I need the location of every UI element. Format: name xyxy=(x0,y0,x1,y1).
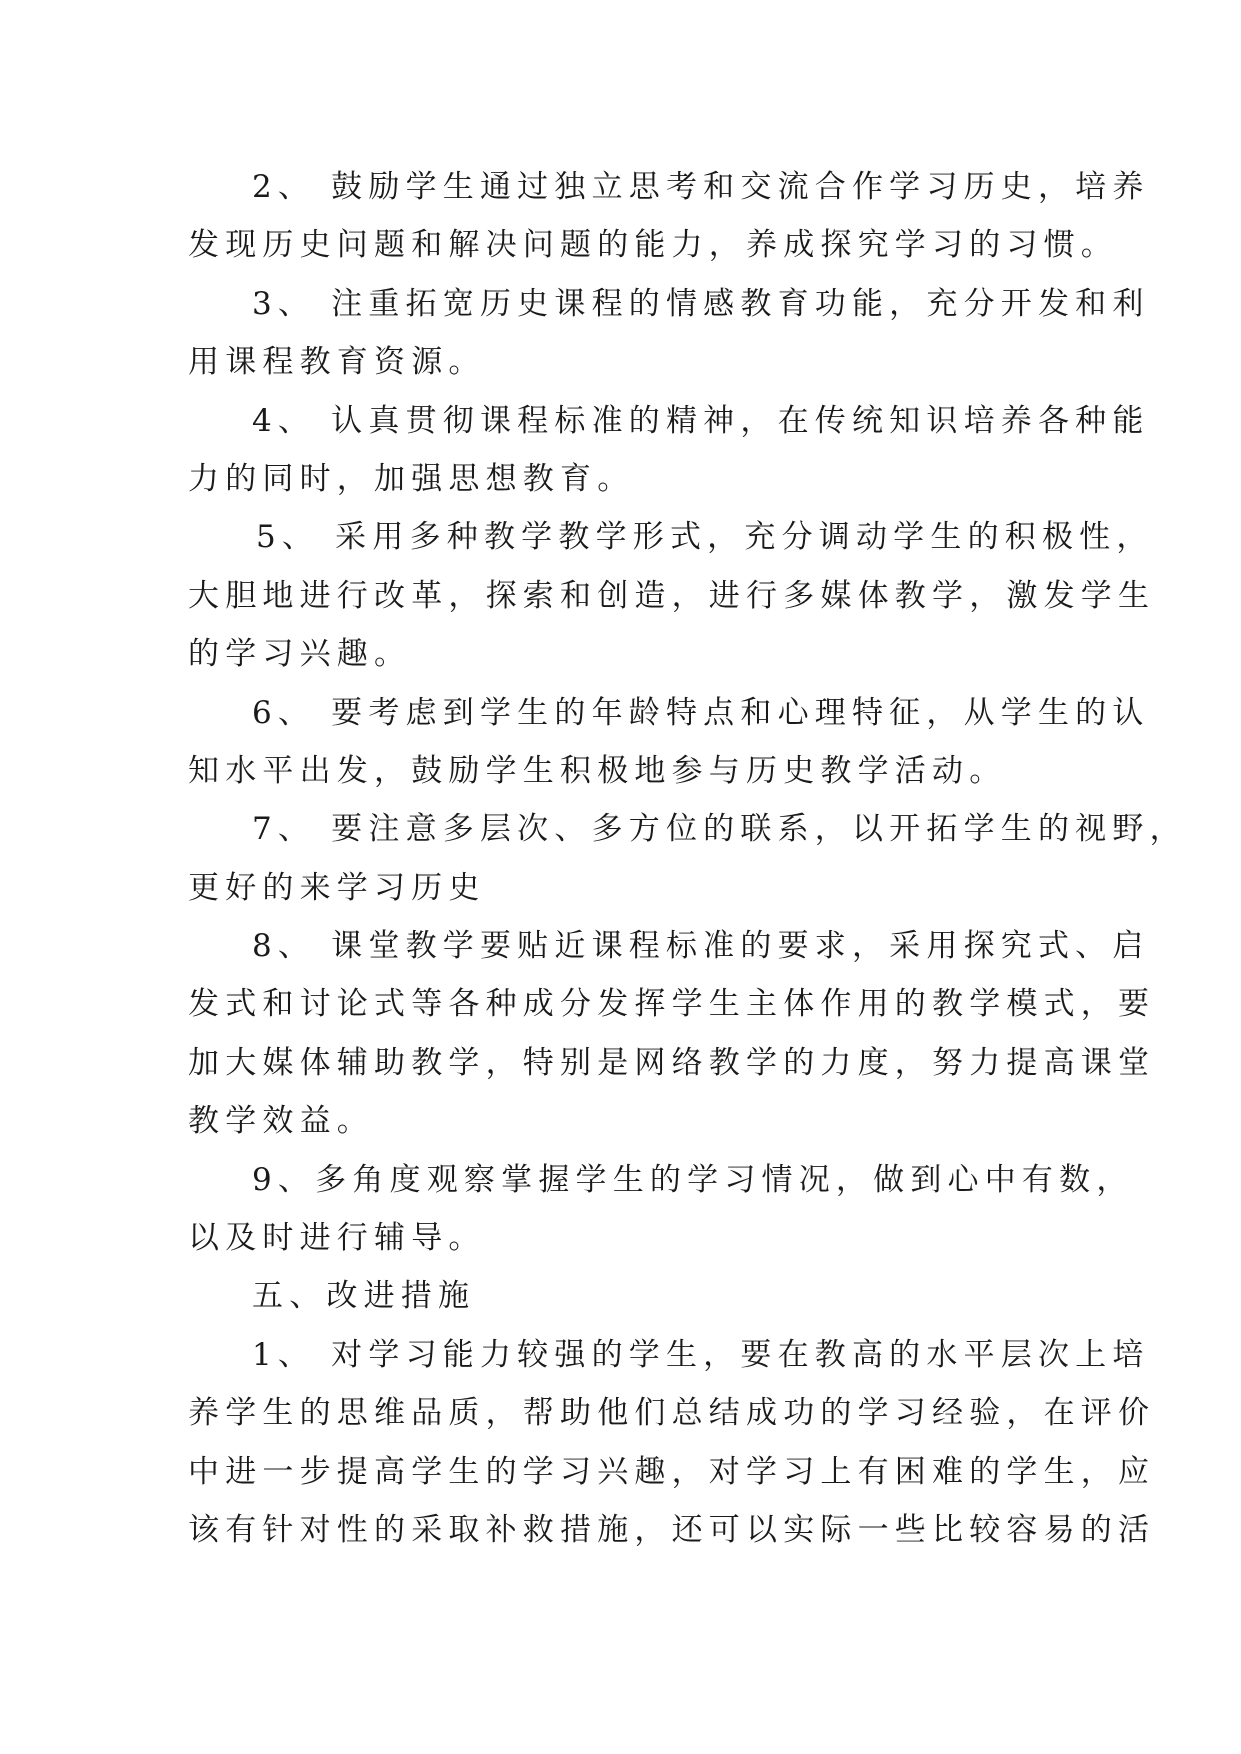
paragraph-line: 加大媒体辅助教学，特别是网络教学的力度，努力提高课堂 xyxy=(188,1044,1156,1081)
paragraph-line: 大胆地进行改革，探索和创造，进行多媒体教学，激发学生 xyxy=(188,577,1156,614)
paragraph-line: 发现历史问题和解决问题的能力，养成探究学习的习惯。 xyxy=(188,227,1118,264)
paragraph-line: 教学效益。 xyxy=(188,1103,374,1140)
paragraph-line: 用课程教育资源。 xyxy=(188,344,486,381)
paragraph-line: 知水平出发，鼓励学生积极地参与历史教学活动。 xyxy=(188,752,1007,789)
paragraph-line: 6、 要考虑到学生的年龄特点和心理特征，从学生的认 xyxy=(252,694,1150,731)
paragraph-line: 8、 课堂教学要贴近课程标准的要求，采用探究式、启 xyxy=(252,928,1150,965)
paragraph-line: 发式和讨论式等各种成分发挥学生主体作用的教学模式，要 xyxy=(188,986,1156,1023)
section-heading: 五、改进措施 xyxy=(252,1278,476,1315)
paragraph-line: 中进一步提高学生的学习兴趣，对学习上有困难的学生，应 xyxy=(188,1453,1156,1490)
paragraph-line: 该有针对性的采取补救措施，还可以实际一些比较容易的活 xyxy=(188,1511,1156,1548)
paragraph-line: 4、 认真贯彻课程标准的精神，在传统知识培养各种能 xyxy=(252,402,1150,439)
paragraph-line: 3、 注重拓宽历史课程的情感教育功能，充分开发和利 xyxy=(252,285,1150,322)
paragraph-line: 7、 要注意多层次、多方位的联系，以开拓学生的视野， xyxy=(252,811,1187,848)
paragraph-line: 2、 鼓励学生通过独立思考和交流合作学习历史，培养 xyxy=(252,169,1150,205)
paragraph-line: 以及时进行辅导。 xyxy=(188,1220,486,1257)
paragraph-line: 的学习兴趣。 xyxy=(188,636,412,673)
paragraph-line: 养学生的思维品质，帮助他们总结成功的学习经验，在评价 xyxy=(188,1395,1156,1432)
paragraph-line: 更好的来学习历史 xyxy=(188,869,486,906)
paragraph-line: 9、多角度观察掌握学生的学习情况，做到心中有数， xyxy=(252,1161,1134,1198)
paragraph-line: 5、 采用多种教学教学形式，充分调动学生的积极性， xyxy=(256,519,1154,556)
paragraph-line: 1、 对学习能力较强的学生，要在教高的水平层次上培 xyxy=(252,1336,1150,1373)
document-body xyxy=(188,158,1187,1559)
paragraph-line: 力的同时，加强思想教育。 xyxy=(188,460,635,497)
